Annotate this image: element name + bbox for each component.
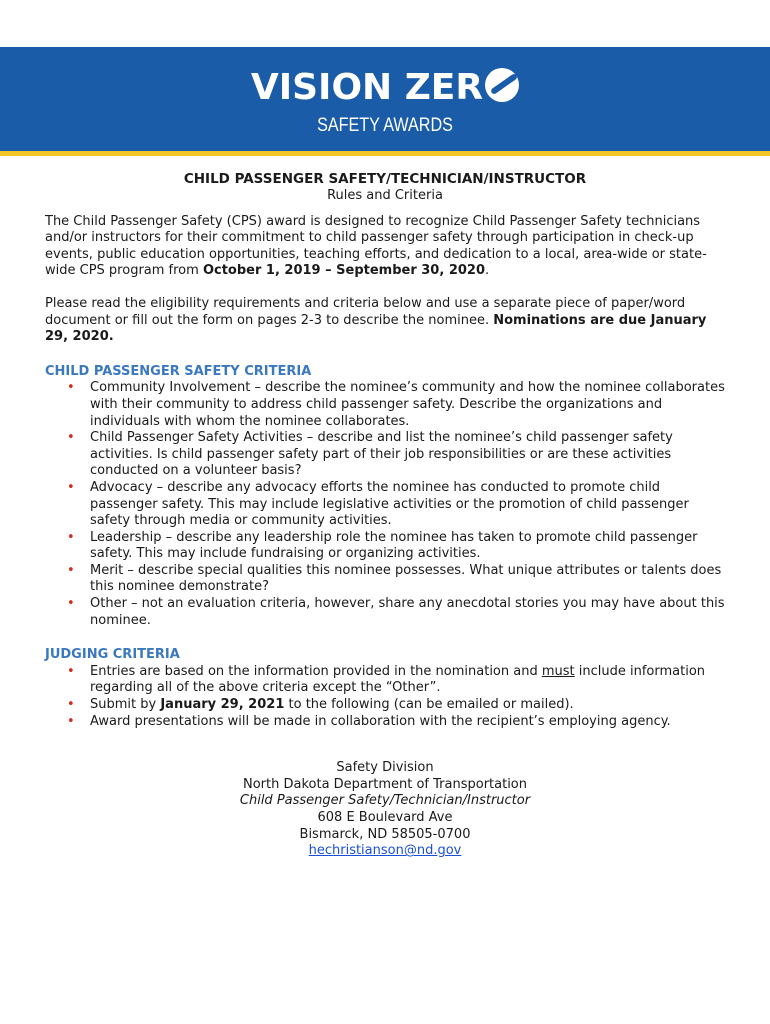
intro-text: The Child Passenger Safety (CPS) award is designed to recognize Child Passenger Safety technicians and/or instructors for their commitment to child passenger safety through participation in check-up events, public education opportunities, teaching efforts, and dedication to a local, area-wide or state-wide CPS program from <box>45 213 707 279</box>
intro-dates: October 1, 2019 – September 30, 2020 <box>202 263 486 279</box>
bullet-icon: • <box>67 596 75 612</box>
nominations-due: Nominations are due January 29, 2020. <box>45 312 707 345</box>
header-stripe <box>0 151 770 156</box>
bullet-icon: • <box>67 663 75 679</box>
address-line: Bismarck, ND 58505-0700 <box>299 826 471 842</box>
judging-criteria-heading: JUDGING CRITERIA <box>45 647 180 663</box>
vision-zero-logo <box>0 66 770 110</box>
intro-paragraph <box>45 214 725 280</box>
document-title: CHILD PASSENGER SAFETY/TECHNICIAN/INSTRUCTOR <box>183 171 587 187</box>
document-subtitle: Rules and Criteria <box>327 188 443 203</box>
judging-criteria-list <box>45 664 725 730</box>
list-item: • Entries are based on the information provided in the nomination and must include information regarding all of the above criteria except the “Other”. <box>67 663 706 696</box>
mailing-address <box>45 760 725 860</box>
email-link[interactable]: hechristianson@nd.gov <box>308 843 462 859</box>
list-item: • Other – not an evaluation criteria, however, share any anecdotal stories you may have about this nominee. <box>67 596 725 628</box>
logo-text: VISION ZER <box>250 67 484 108</box>
bullet-icon: • <box>67 697 75 713</box>
bullet-icon: • <box>67 380 75 396</box>
list-item: • Leadership – describe any leadership role the nominee has taken to promote child passenger safety. This may include fundraising or organizing activities. <box>67 529 698 562</box>
list-item: • Award presentations will be made in collaboration with the recipient’s employing agency. <box>67 713 671 729</box>
list-item: • Merit – describe special qualities this nominee possesses. What unique attributes or talents does this nominee demonstrate? <box>67 562 722 595</box>
cps-criteria-heading: CHILD PASSENGER SAFETY CRITERIA <box>45 363 312 379</box>
instructions-paragraph <box>45 296 725 346</box>
document-body <box>45 170 725 860</box>
bullet-icon: • <box>67 430 75 446</box>
cps-criteria-list <box>45 380 725 629</box>
logo-subtitle: SAFETY AWARDS <box>317 115 453 136</box>
list-item: • Submit by January 29, 2021 to the following (can be emailed or mailed). <box>67 697 574 713</box>
address-line: North Dakota Department of Transportation <box>242 776 527 792</box>
list-item: • Community Involvement – describe the nominee’s community and how the nominee collaborates with their community to address child passenger safety. Describe the organizations and individuals with whom the nominee collaborates. <box>67 380 725 429</box>
zero-circle-swoosh-icon <box>485 68 519 102</box>
bullet-icon: • <box>67 529 75 545</box>
address-line: 608 E Boulevard Ave <box>317 810 453 825</box>
address-line: Safety Division <box>336 760 434 776</box>
address-line: Child Passenger Safety/Technician/Instructor <box>239 793 531 809</box>
email-line <box>45 843 725 860</box>
instructions-text: Please read the eligibility requirements and criteria below and use a separate piece of paper/word document or fill out the form on pages 2-3 to describe the nominee. <box>45 295 686 328</box>
list-item: • Advocacy – describe any advocacy efforts the nominee has conducted to promote child passenger safety. This may include legislative activities or the promotion of child passenger safety through media or community activities. <box>67 479 689 529</box>
intro-end: . <box>485 263 490 279</box>
bullet-icon: • <box>67 713 75 729</box>
bullet-icon: • <box>67 562 75 578</box>
bullet-icon: • <box>67 479 75 495</box>
list-item: • Child Passenger Safety Activities – describe and list the nominee’s child passenger safety activities. Is child passenger safety part of their job responsibilities or are these activities conducted on a volunteer basis? <box>67 430 673 479</box>
